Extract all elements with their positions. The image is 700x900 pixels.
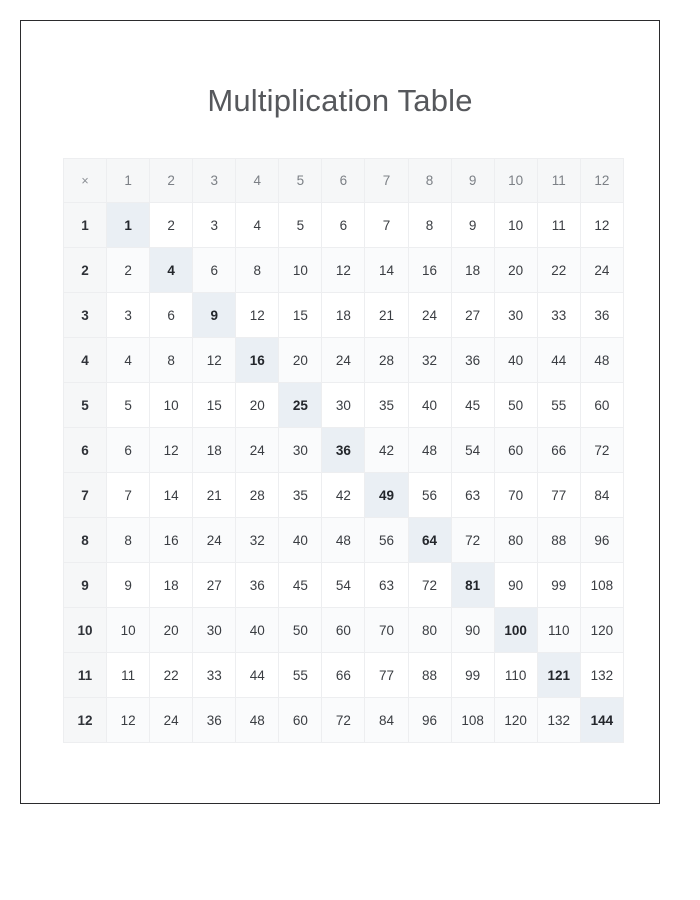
cell-12x5: 60: [279, 698, 322, 743]
cell-7x5: 35: [279, 473, 322, 518]
row-header-4: 4: [64, 338, 107, 383]
cell-6x9: 54: [451, 428, 494, 473]
cell-8x8: 64: [408, 518, 451, 563]
cell-8x5: 40: [279, 518, 322, 563]
cell-4x5: 20: [279, 338, 322, 383]
cell-6x12: 72: [580, 428, 623, 473]
cell-7x7: 49: [365, 473, 408, 518]
row-header-3: 3: [64, 293, 107, 338]
cell-11x5: 55: [279, 653, 322, 698]
cell-11x9: 99: [451, 653, 494, 698]
cell-11x10: 110: [494, 653, 537, 698]
table-row: [64, 293, 624, 338]
cell-2x4: 8: [236, 248, 279, 293]
cell-4x1: 4: [107, 338, 150, 383]
cell-9x3: 27: [193, 563, 236, 608]
cell-1x10: 10: [494, 203, 537, 248]
row-header-11: 11: [64, 653, 107, 698]
cell-3x10: 30: [494, 293, 537, 338]
cell-2x1: 2: [107, 248, 150, 293]
cell-7x3: 21: [193, 473, 236, 518]
cell-9x2: 18: [150, 563, 193, 608]
cell-8x6: 48: [322, 518, 365, 563]
cell-7x6: 42: [322, 473, 365, 518]
cell-1x5: 5: [279, 203, 322, 248]
cell-5x8: 40: [408, 383, 451, 428]
cell-7x11: 77: [537, 473, 580, 518]
cell-2x8: 16: [408, 248, 451, 293]
cell-12x6: 72: [322, 698, 365, 743]
cell-11x12: 132: [580, 653, 623, 698]
cell-7x10: 70: [494, 473, 537, 518]
cell-11x1: 11: [107, 653, 150, 698]
cell-12x3: 36: [193, 698, 236, 743]
cell-11x11: 121: [537, 653, 580, 698]
cell-2x7: 14: [365, 248, 408, 293]
cell-3x3: 9: [193, 293, 236, 338]
cell-2x5: 10: [279, 248, 322, 293]
row-header-5: 5: [64, 383, 107, 428]
cell-9x1: 9: [107, 563, 150, 608]
cell-6x5: 30: [279, 428, 322, 473]
cell-3x9: 27: [451, 293, 494, 338]
cell-8x1: 8: [107, 518, 150, 563]
cell-10x8: 80: [408, 608, 451, 653]
cell-8x2: 16: [150, 518, 193, 563]
cell-4x10: 40: [494, 338, 537, 383]
cell-3x5: 15: [279, 293, 322, 338]
cell-5x3: 15: [193, 383, 236, 428]
table-row: [64, 473, 624, 518]
cell-12x10: 120: [494, 698, 537, 743]
cell-5x1: 5: [107, 383, 150, 428]
cell-12x12: 144: [580, 698, 623, 743]
table-row: [64, 608, 624, 653]
row-header-1: 1: [64, 203, 107, 248]
cell-1x2: 2: [150, 203, 193, 248]
cell-4x11: 44: [537, 338, 580, 383]
cell-7x9: 63: [451, 473, 494, 518]
cell-4x3: 12: [193, 338, 236, 383]
table-row: [64, 518, 624, 563]
cell-6x1: 6: [107, 428, 150, 473]
column-header-4: 4: [236, 159, 279, 203]
cell-5x6: 30: [322, 383, 365, 428]
cell-8x7: 56: [365, 518, 408, 563]
header-row: [64, 159, 624, 203]
multiplication-table: [63, 158, 624, 743]
column-header-2: 2: [150, 159, 193, 203]
cell-12x8: 96: [408, 698, 451, 743]
cell-9x6: 54: [322, 563, 365, 608]
table-row: [64, 653, 624, 698]
column-header-9: 9: [451, 159, 494, 203]
table-row: [64, 248, 624, 293]
cell-12x1: 12: [107, 698, 150, 743]
cell-11x6: 66: [322, 653, 365, 698]
cell-2x9: 18: [451, 248, 494, 293]
cell-5x7: 35: [365, 383, 408, 428]
cell-5x11: 55: [537, 383, 580, 428]
cell-7x4: 28: [236, 473, 279, 518]
cell-8x11: 88: [537, 518, 580, 563]
cell-4x12: 48: [580, 338, 623, 383]
cell-2x12: 24: [580, 248, 623, 293]
cell-5x4: 20: [236, 383, 279, 428]
column-header-7: 7: [365, 159, 408, 203]
cell-2x11: 22: [537, 248, 580, 293]
cell-2x10: 20: [494, 248, 537, 293]
cell-5x2: 10: [150, 383, 193, 428]
cell-4x6: 24: [322, 338, 365, 383]
cell-7x1: 7: [107, 473, 150, 518]
row-header-9: 9: [64, 563, 107, 608]
table-row: [64, 698, 624, 743]
table-row: [64, 383, 624, 428]
row-header-8: 8: [64, 518, 107, 563]
cell-3x11: 33: [537, 293, 580, 338]
cell-1x12: 12: [580, 203, 623, 248]
cell-9x8: 72: [408, 563, 451, 608]
cell-11x2: 22: [150, 653, 193, 698]
row-header-10: 10: [64, 608, 107, 653]
column-header-1: 1: [107, 159, 150, 203]
column-header-3: 3: [193, 159, 236, 203]
cell-5x5: 25: [279, 383, 322, 428]
cell-10x4: 40: [236, 608, 279, 653]
page-title: Multiplication Table: [207, 83, 473, 118]
cell-10x10: 100: [494, 608, 537, 653]
cell-1x1: 1: [107, 203, 150, 248]
cell-9x11: 99: [537, 563, 580, 608]
cell-10x12: 120: [580, 608, 623, 653]
cell-10x6: 60: [322, 608, 365, 653]
cell-4x4: 16: [236, 338, 279, 383]
cell-10x1: 10: [107, 608, 150, 653]
cell-2x2: 4: [150, 248, 193, 293]
table-row: [64, 338, 624, 383]
cell-6x8: 48: [408, 428, 451, 473]
cell-1x4: 4: [236, 203, 279, 248]
cell-4x9: 36: [451, 338, 494, 383]
row-header-6: 6: [64, 428, 107, 473]
cell-11x4: 44: [236, 653, 279, 698]
row-header-7: 7: [64, 473, 107, 518]
cell-9x4: 36: [236, 563, 279, 608]
cell-6x4: 24: [236, 428, 279, 473]
column-header-5: 5: [279, 159, 322, 203]
cell-3x4: 12: [236, 293, 279, 338]
row-header-12: 12: [64, 698, 107, 743]
cell-7x8: 56: [408, 473, 451, 518]
cell-12x7: 84: [365, 698, 408, 743]
cell-10x5: 50: [279, 608, 322, 653]
cell-11x8: 88: [408, 653, 451, 698]
cell-7x12: 84: [580, 473, 623, 518]
cell-6x7: 42: [365, 428, 408, 473]
column-header-12: 12: [580, 159, 623, 203]
table-row: [64, 563, 624, 608]
cell-9x5: 45: [279, 563, 322, 608]
cell-1x8: 8: [408, 203, 451, 248]
cell-2x3: 6: [193, 248, 236, 293]
cell-11x7: 77: [365, 653, 408, 698]
cell-10x11: 110: [537, 608, 580, 653]
column-header-11: 11: [537, 159, 580, 203]
cell-10x9: 90: [451, 608, 494, 653]
cell-4x8: 32: [408, 338, 451, 383]
cell-5x10: 50: [494, 383, 537, 428]
cell-10x2: 20: [150, 608, 193, 653]
cell-3x8: 24: [408, 293, 451, 338]
column-header-6: 6: [322, 159, 365, 203]
cell-12x9: 108: [451, 698, 494, 743]
cell-12x4: 48: [236, 698, 279, 743]
column-header-8: 8: [408, 159, 451, 203]
cell-9x12: 108: [580, 563, 623, 608]
cell-6x2: 12: [150, 428, 193, 473]
cell-3x6: 18: [322, 293, 365, 338]
cell-6x10: 60: [494, 428, 537, 473]
cell-3x2: 6: [150, 293, 193, 338]
multiplication-table-container: [63, 158, 624, 743]
cell-5x9: 45: [451, 383, 494, 428]
table-row: [64, 428, 624, 473]
cell-5x12: 60: [580, 383, 623, 428]
cell-12x11: 132: [537, 698, 580, 743]
cell-10x7: 70: [365, 608, 408, 653]
cell-6x6: 36: [322, 428, 365, 473]
cell-3x7: 21: [365, 293, 408, 338]
cell-9x7: 63: [365, 563, 408, 608]
cell-2x6: 12: [322, 248, 365, 293]
cell-10x3: 30: [193, 608, 236, 653]
cell-4x2: 8: [150, 338, 193, 383]
column-header-10: 10: [494, 159, 537, 203]
table-header: [64, 159, 624, 203]
cell-8x9: 72: [451, 518, 494, 563]
cell-12x2: 24: [150, 698, 193, 743]
table-body: [64, 203, 624, 743]
cell-8x3: 24: [193, 518, 236, 563]
page-frame: [20, 20, 660, 804]
cell-8x4: 32: [236, 518, 279, 563]
cell-9x10: 90: [494, 563, 537, 608]
cell-1x6: 6: [322, 203, 365, 248]
cell-1x9: 9: [451, 203, 494, 248]
cell-6x3: 18: [193, 428, 236, 473]
table-row: [64, 203, 624, 248]
cell-1x7: 7: [365, 203, 408, 248]
cell-8x10: 80: [494, 518, 537, 563]
cell-3x1: 3: [107, 293, 150, 338]
cell-8x12: 96: [580, 518, 623, 563]
row-header-2: 2: [64, 248, 107, 293]
cell-6x11: 66: [537, 428, 580, 473]
corner-cell-multiply-symbol: ×: [64, 159, 107, 203]
cell-1x11: 11: [537, 203, 580, 248]
cell-3x12: 36: [580, 293, 623, 338]
cell-9x9: 81: [451, 563, 494, 608]
cell-7x2: 14: [150, 473, 193, 518]
cell-11x3: 33: [193, 653, 236, 698]
cell-4x7: 28: [365, 338, 408, 383]
cell-1x3: 3: [193, 203, 236, 248]
